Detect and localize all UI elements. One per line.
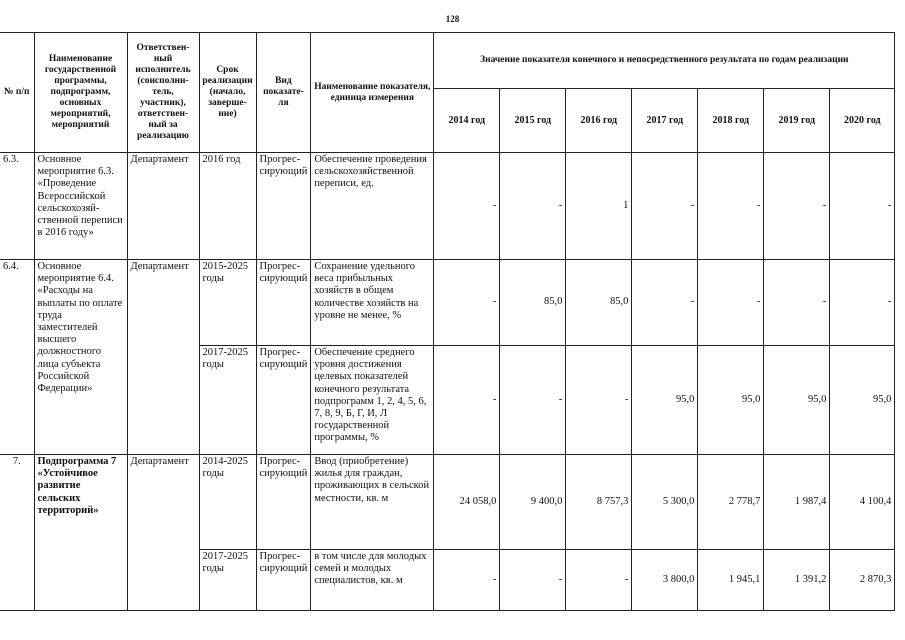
page-number: 128 [445,14,460,24]
row-name: Основное мероприятие 6.4. «Расходы на выплаты по оплате труда заместителей высшего должностного лица субъекта Российской Федерации» [34,260,127,455]
row-value: - [500,153,566,260]
row-period: 2017-2025 годы [199,550,256,611]
header-num: № п/п [0,33,34,153]
row-value: - [566,550,632,611]
row-value: 2 870,3 [830,550,895,611]
row-value: - [698,153,764,260]
row-value: 5 300,0 [632,455,698,550]
row-num: 6.4. [0,260,34,455]
header-row [0,33,895,89]
row-indicator: Сохранение удельного веса прибыльных хозяйств в общем количестве хозяйств на уровне не менее, % [311,260,434,346]
row-type: Прогрес-сирующий [256,346,311,455]
row-value: - [434,153,500,260]
row-value: - [632,260,698,346]
row-executor: Департамент [127,455,199,611]
table-row [0,260,895,346]
row-value: - [698,260,764,346]
row-value: 2 778,7 [698,455,764,550]
row-value: 1 987,4 [764,455,830,550]
row-value: - [434,346,500,455]
header-period: Срок реализации (начало, заверше-ние) [199,33,256,153]
row-period: 2017-2025 годы [199,346,256,455]
row-value: - [434,550,500,611]
row-name: Основное мероприятие 6.3. «Проведение Всероссийской сельскохозяй-ственной переписи в 2016 году» [34,153,127,260]
indicator-table [0,32,895,611]
row-num: 6.3. [0,153,34,260]
header-indicator: Наименование показателя, единица измерения [311,33,434,153]
row-value: 1 945,1 [698,550,764,611]
row-value: 95,0 [830,346,895,455]
row-period: 2016 год [199,153,256,260]
header-year: 2016 год [566,89,632,153]
header-type: Вид показате-ля [256,33,311,153]
row-value: 1 391,2 [764,550,830,611]
row-value: 24 058,0 [434,455,500,550]
row-value: 8 757,3 [566,455,632,550]
row-executor: Департамент [127,260,199,455]
row-value: 3 800,0 [632,550,698,611]
row-indicator: Ввод (приобретение) жилья для граждан, проживающих в сельской местности, кв. м [311,455,434,550]
row-value: - [566,346,632,455]
row-value: - [434,260,500,346]
row-num: 7. [0,455,34,611]
row-value: 95,0 [632,346,698,455]
header-year: 2020 год [830,89,895,153]
row-value: 9 400,0 [500,455,566,550]
row-value: 95,0 [698,346,764,455]
row-value: 1 [566,153,632,260]
row-type: Прогрес-сирующий [256,455,311,550]
header-year: 2017 год [632,89,698,153]
row-type: Прогрес-сирующий [256,550,311,611]
header-name: Наименование государственной программы, подпрограмм, основных мероприятий, мероприятий [34,33,127,153]
row-name: Подпрограмма 7 «Устойчивое развитие сельских территорий» [34,455,127,611]
row-period: 2015-2025 годы [199,260,256,346]
header-values-group: Значение показателя конечного и непосредственного результата по годам реализации [434,33,895,89]
header-executor: Ответствен-ный исполнитель (соисполни-тель, участник), ответствен-ный за реализацию [127,33,199,153]
row-value: - [764,153,830,260]
row-value: - [500,550,566,611]
row-value: - [500,346,566,455]
table-row [0,455,895,550]
row-indicator: Обеспечение среднего уровня достижения целевых показателей конечного результата подпрограмм 1, 2, 4, 5, 6, 7, 8, 9, Б, Г, И, Л государственной программы, % [311,346,434,455]
header-year: 2019 год [764,89,830,153]
row-indicator: в том числе для молодых семей и молодых специалистов, кв. м [311,550,434,611]
row-type: Прогрес-сирующий [256,260,311,346]
row-value: 85,0 [500,260,566,346]
header-year: 2015 год [500,89,566,153]
row-value: - [830,260,895,346]
row-value: 85,0 [566,260,632,346]
row-period: 2014-2025 годы [199,455,256,550]
row-value: - [764,260,830,346]
row-type: Прогрес-сирующий [256,153,311,260]
row-executor: Департамент [127,153,199,260]
row-indicator: Обеспечение проведения сельскохозяйственной переписи, ед. [311,153,434,260]
table-row [0,153,895,260]
header-year: 2018 год [698,89,764,153]
row-value: 4 100,4 [830,455,895,550]
row-value: - [632,153,698,260]
header-year: 2014 год [434,89,500,153]
row-value: 95,0 [764,346,830,455]
row-value: - [830,153,895,260]
